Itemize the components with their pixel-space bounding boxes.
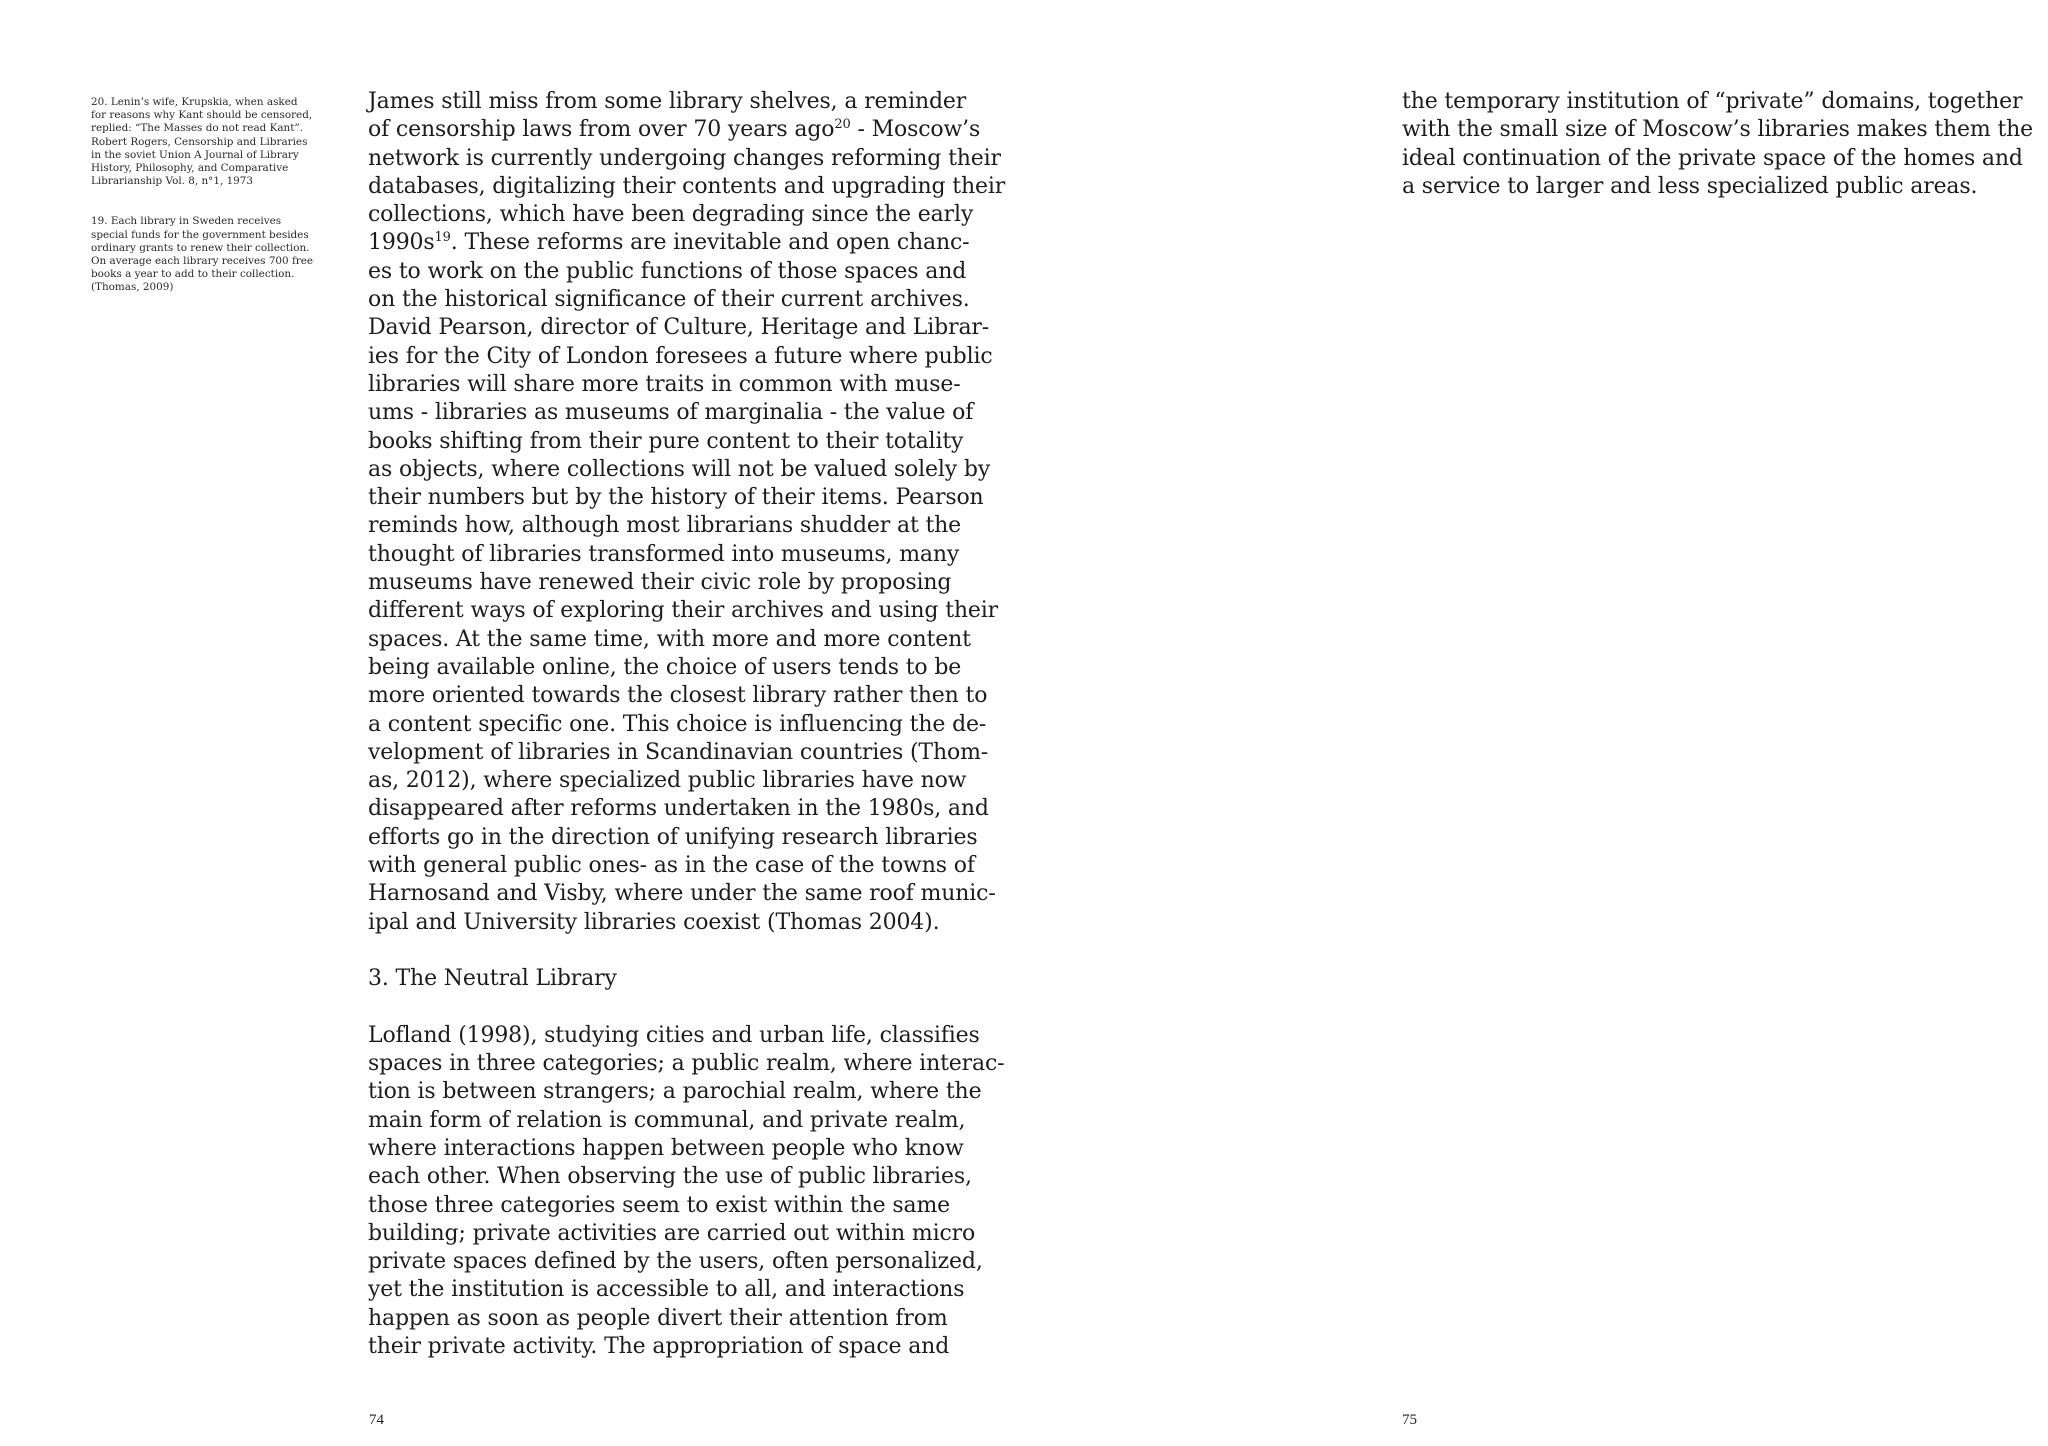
footnote-line: Librarianship Vol. 8, n°1, 1973 <box>91 175 254 188</box>
text-line: where interactions happen between people who know <box>368 1135 964 1161</box>
text-line <box>368 229 968 257</box>
text-line: with the small size of Moscow’s libraries makes them the <box>1402 117 2034 143</box>
text-line: building; private activities are carried out within micro <box>368 1220 976 1246</box>
text-line: the temporary institution of “private” domains, together <box>1402 89 2023 114</box>
text-line: ipal and University libraries coexist (Thomas 2004). <box>368 909 940 935</box>
text-line: disappeared after reforms undertaken in the 1980s, and <box>368 796 989 822</box>
footnote-line: (Thomas, 2009) <box>91 281 174 294</box>
text-line: different ways of exploring their archives and using their <box>368 598 999 624</box>
text-line: es to work on the public functions of those spaces and <box>368 258 967 284</box>
text-line: tion is between strangers; a parochial realm, where the <box>368 1079 982 1105</box>
text-segment: . These reforms are inevitable and open chanc- <box>450 230 970 256</box>
text-line: efforts go in the direction of unifying research libraries <box>368 824 978 850</box>
text-line: those three categories seem to exist within the same <box>368 1192 951 1218</box>
footnote-line: for reasons why Kant should be censored, <box>91 109 313 122</box>
text-line: a service to larger and less specialized public areas. <box>1402 173 1978 199</box>
text-line: as objects, where collections will not be valued solely by <box>368 456 991 482</box>
footnote-ref-19: 19 <box>434 230 451 246</box>
paragraph-gap <box>368 937 968 965</box>
footnote-line: ordinary grants to renew their collection. <box>91 241 310 254</box>
text-line: spaces in three categories; a public realm, where interac- <box>368 1051 1005 1077</box>
paragraph-continuation <box>368 258 999 937</box>
text-line: network is currently undergoing changes reforming their <box>368 145 1001 171</box>
footnote-line: 19. Each library in Sweden receives <box>91 215 282 228</box>
text-line: thought of libraries transformed into museums, many <box>368 541 960 567</box>
text-line: happen as soon as people divert their attention from <box>368 1305 948 1331</box>
text-line: ies for the City of London foresees a future where public <box>368 343 993 369</box>
text-line: being available online, the choice of users tends to be <box>368 654 962 680</box>
text-line: their numbers but by the history of their items. Pearson <box>368 485 984 511</box>
text-line: yet the institution is accessible to all, and interactions <box>368 1277 965 1303</box>
footnote-line: Robert Rogers, Censorship and Libraries <box>91 135 308 148</box>
footnote-line: in the soviet Union A Journal of Library <box>91 148 299 161</box>
text-line: as, 2012), where specialized public libraries have now <box>368 768 967 794</box>
text-line: with general public ones- as in the case of the towns of <box>368 853 975 879</box>
footnote-line: replied: “The Masses do not read Kant”. <box>91 122 304 135</box>
section-heading: 3. The Neutral Library <box>368 966 617 992</box>
text-segment: - Moscow’s <box>850 117 981 143</box>
footnote-line: On average each library receives 700 free <box>91 255 314 268</box>
text-line: spaces. At the same time, with more and more content <box>368 626 971 652</box>
text-line: ideal continuation of the private space of the homes and <box>1402 145 2023 171</box>
right-text-column <box>1402 88 2034 201</box>
text-line: reminds how, although most librarians shudder at the <box>368 513 962 539</box>
footnote-20 <box>91 96 327 188</box>
page-number-right: 75 <box>1402 1412 1417 1428</box>
text-line: velopment of libraries in Scandinavian countries (Thom- <box>368 739 989 765</box>
text-line: ums - libraries as museums of marginalia - the value of <box>368 400 974 426</box>
text-line: their private activity. The appropriation of space and <box>368 1334 950 1360</box>
footnote-line: History, Philosophy, and Comparative <box>91 162 289 175</box>
text-line: a content specific one. This choice is influencing the de- <box>368 711 987 737</box>
footnote-19 <box>91 215 327 294</box>
main-text-column <box>368 88 1006 1361</box>
text-segment: of censorship laws from over 70 years ago <box>368 117 835 143</box>
text-line: Lofland (1998), studying cities and urban life, classifies <box>368 1022 980 1048</box>
paragraph-museums-of-marginalia <box>368 88 1006 937</box>
paragraph-gap <box>368 994 968 1022</box>
footnotes-column <box>91 96 327 322</box>
text-line: private spaces defined by the users, often personalized, <box>368 1249 983 1275</box>
right-page <box>1024 0 2048 1446</box>
text-line: David Pearson, director of Culture, Heritage and Librar- <box>368 315 990 341</box>
text-line: each other. When observing the use of public libraries, <box>368 1164 972 1190</box>
text-line: museums have renewed their civic role by proposing <box>368 570 952 596</box>
text-line: James still miss from some library shelves, a reminder <box>368 89 967 114</box>
text-line: main form of relation is communal, and private realm, <box>368 1107 966 1133</box>
text-line: on the historical significance of their current archives. <box>368 287 970 313</box>
page-number-left: 74 <box>369 1412 384 1428</box>
paragraph-lofland <box>368 1022 1005 1362</box>
footnote-line: books a year to add to their collection. <box>91 268 295 281</box>
text-line: collections, which have been degrading since the early <box>368 202 974 228</box>
footnote-ref-20: 20 <box>834 117 851 133</box>
text-line: Harnosand and Visby, where under the same roof munic- <box>368 881 996 907</box>
footnote-line: 20. Lenin’s wife, Krupskia, when asked <box>91 96 298 108</box>
footnote-line: special funds for the government besides <box>91 228 309 241</box>
text-line <box>368 116 981 144</box>
text-line: books shifting from their pure content to their totality <box>368 428 964 454</box>
text-line: more oriented towards the closest library rather then to <box>368 683 988 709</box>
text-segment: 1990s <box>368 230 435 256</box>
text-line: databases, digitalizing their contents and upgrading their <box>368 173 1006 199</box>
text-line: libraries will share more traits in common with muse- <box>368 371 961 397</box>
